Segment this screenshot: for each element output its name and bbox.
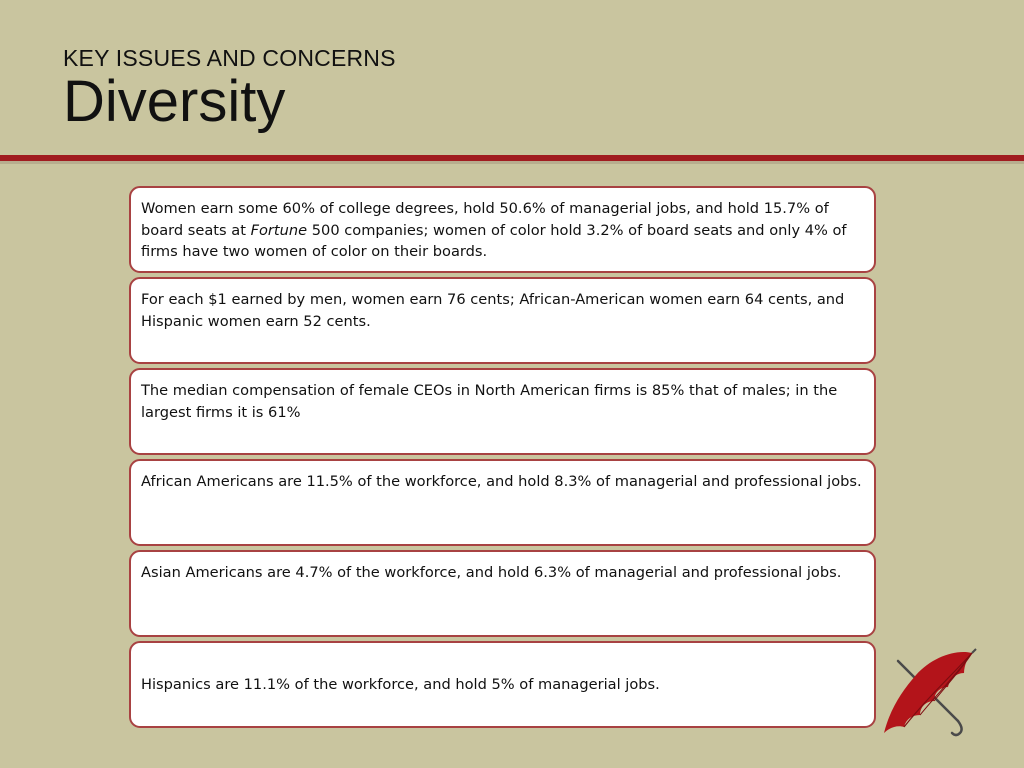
fact-text: For each $1 earned by men, women earn 76 cents; African-American women earn 64 cents, and Hispanic women earn 52 cents. [141, 291, 845, 330]
fact-box-asian-americans [129, 550, 876, 637]
fact-box-hispanics [129, 641, 876, 728]
fortune-italic: Fortune [250, 221, 308, 239]
fact-text: Hispanics are 11.1% of the workforce, and hold 5% of managerial jobs. [141, 675, 660, 693]
slide-title: Diversity [63, 69, 286, 134]
fact-text: Women earn some 60% of college degrees, hold 50.6% of managerial jobs, and hold 15.7% of board seats at Fortune 500 companies; women of color hold 3.2% of board seats and only 4% of firms have two women of color on their boards. [141, 200, 847, 260]
fact-box-women-degrees [129, 186, 876, 273]
title-divider-shadow [0, 161, 1024, 164]
fact-text: African Americans are 11.5% of the workforce, and hold 8.3% of managerial and professional jobs. [141, 473, 862, 490]
fact-text: Asian Americans are 4.7% of the workforce, and hold 6.3% of managerial and professional jobs. [141, 564, 842, 581]
fact-box-african-americans [129, 459, 876, 546]
fact-list [129, 186, 876, 732]
slide-heading [63, 44, 663, 132]
fact-box-ceo-compensation [129, 368, 876, 455]
fact-box-pay-gap [129, 277, 876, 364]
slide-subtitle: KEY ISSUES AND CONCERNS [63, 45, 396, 71]
umbrella-icon [876, 645, 986, 745]
fact-text: The median compensation of female CEOs in North American firms is 85% that of males; in the largest firms it is 61% [141, 382, 838, 421]
